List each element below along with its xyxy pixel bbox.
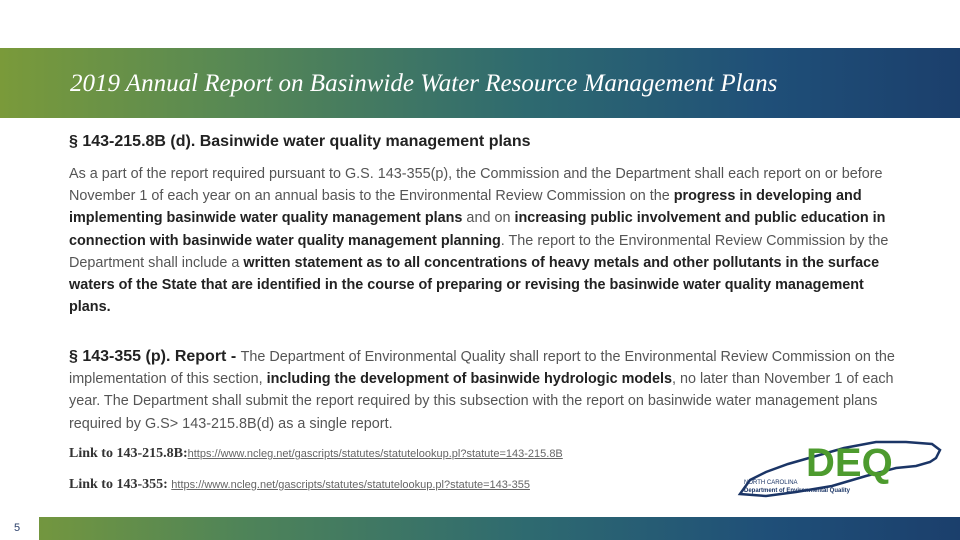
deq-line2: Department of Environmental Quality — [744, 488, 851, 494]
link-label: Link to 143-215.8B: — [69, 446, 188, 461]
section2-text-1: The Department of Environmental Quality shall report to the Environmental Review Commission on the implementation of this section, — [69, 349, 895, 388]
section1-bold-1: progress in developing and implementing basinwide water quality management plans — [69, 188, 862, 227]
section1-text-1: As a part of the report required pursuant to G.S. 143-355(p), the Commission and the Department shall each report on or before November 1 of each year on an annual basis to the Environmental Review Commission on the — [69, 166, 883, 205]
section2-heading: § 143-355 (p). Report — [69, 348, 227, 365]
footer-bar — [0, 517, 960, 540]
section1-text-2: and on — [462, 210, 515, 227]
deq-line1: NORTH CAROLINA — [744, 480, 798, 486]
section2-paragraph — [69, 346, 899, 435]
section2-text-2: , no later than November 1 of each year. The Department shall submit the report required by this subsection with the report on basinwide water management plans required by G.S> 143-215.8B(d) as a single report. — [69, 371, 894, 432]
section1-paragraph — [69, 163, 899, 318]
slide-title: 2019 Annual Report on Basinwide Water Resource Management Plans — [70, 70, 778, 97]
section1-text-3: . The report to the Environmental Review Commission by the Department shall include a — [69, 232, 889, 271]
statute-link-143-215-8b[interactable]: https://www.ncleg.net/gascripts/statutes/statutelookup.pl?statute=143-215.8B — [187, 448, 563, 460]
section2-dash: - — [226, 348, 241, 365]
link-row-143-215-8b — [69, 446, 563, 462]
deq-wordmark: DEQ — [806, 441, 893, 485]
section1-heading: § 143-215.8B (d). Basinwide water quality management plans — [69, 133, 531, 150]
link-row-143-355 — [69, 477, 530, 493]
section2-bold-1: including the development of basinwide hydrologic models — [266, 371, 672, 388]
section1-bold-2: increasing public involvement and public education in connection with basinwide water quality management planning — [69, 210, 886, 249]
deq-logo — [736, 436, 944, 500]
statute-link-143-355[interactable]: https://www.ncleg.net/gascripts/statutes/statutelookup.pl?statute=143-355 — [171, 479, 530, 491]
link-label: Link to 143-355: — [69, 477, 172, 492]
section1-bold-3: written statement as to all concentrations of heavy metals and other pollutants in the surface waters of the State that are identified in the course of preparing or revising the basinwide water quality management plans. — [69, 254, 880, 316]
page-number: 5 — [14, 522, 21, 534]
